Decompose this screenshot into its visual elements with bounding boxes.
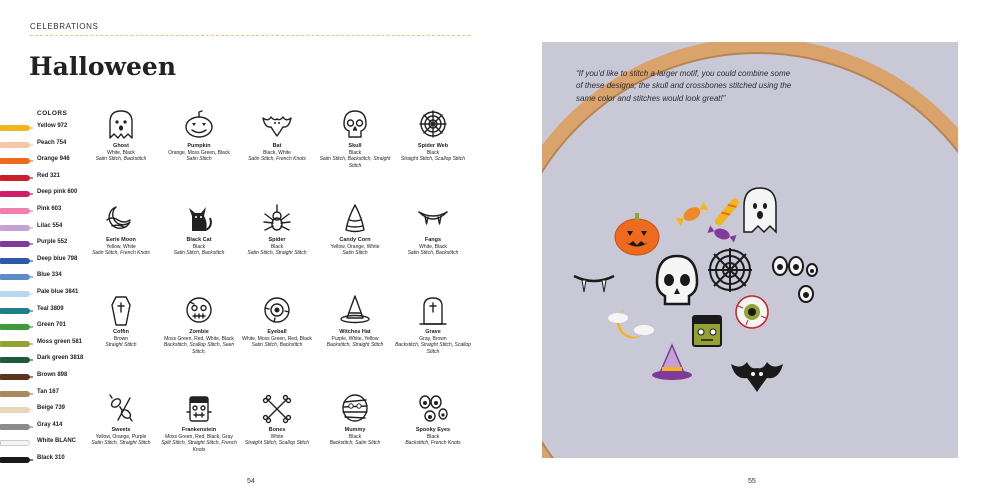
motif-sweets <box>82 392 160 447</box>
color-name: Brown 898 <box>37 372 68 378</box>
motif-colors: Orange, Moss Green, Black <box>168 149 230 156</box>
motif-name: Candy Corn <box>339 237 371 243</box>
motif-ghost <box>82 108 160 163</box>
motif-grave <box>394 294 472 355</box>
motif-stitches: Satin Stitch, French Knots <box>248 156 306 163</box>
cat-icon <box>182 202 216 234</box>
color-key-item <box>0 371 100 383</box>
motif-colors: Yellow, Orange, White <box>330 243 380 250</box>
motif-colors: White, Moss Green, Red, Black <box>242 335 312 342</box>
motif-eyeball <box>238 294 316 349</box>
frankenstein-icon <box>182 392 216 424</box>
thread-swatch-icon <box>0 324 30 330</box>
motif-stitches: Satin Stitch <box>342 250 368 257</box>
color-key-item <box>0 271 100 283</box>
stitched-ghost <box>744 188 776 232</box>
sweets-icon <box>104 392 138 424</box>
thread-swatch-icon <box>0 357 30 363</box>
color-name: Green 701 <box>37 322 67 329</box>
thread-swatch-icon <box>0 191 30 197</box>
motif-name: Pumpkin <box>187 143 211 149</box>
color-name: Moss green 581 <box>37 338 83 345</box>
motif-stitches: Satin Stitch, Backstitch, Straight Stitch <box>319 156 391 169</box>
motif-colors: White, Black <box>107 149 135 156</box>
color-name: Beige 739 <box>37 405 66 412</box>
motif-colors: Black, White <box>263 149 291 156</box>
color-name: Gray 414 <box>37 421 63 428</box>
page-number-right: 55 <box>748 478 756 485</box>
color-name: Deep pink 600 <box>37 189 78 196</box>
motif-colors: Black <box>348 433 362 440</box>
motif-name: Fangs <box>424 237 442 243</box>
color-name: Yellow 972 <box>37 123 68 129</box>
stitched-spider-web <box>708 248 752 292</box>
motif-name: Spider Web <box>417 143 449 149</box>
spooky-eyes-icon <box>416 392 450 424</box>
motif-name: Coffin <box>113 329 129 335</box>
motif-name: Eerie Moon <box>106 237 136 243</box>
thread-swatch-icon <box>0 457 30 463</box>
color-name: Pink 603 <box>37 206 62 212</box>
motif-stitches: Straight Stitch, Scallop Stitch <box>400 156 466 163</box>
motif-colors: Black <box>192 243 206 250</box>
motif-stitches: Satin Stitch <box>186 156 212 163</box>
motif-stitches: Backstitch, Straight Stitch, Scallop Stitch <box>395 342 471 355</box>
motif-coffin <box>82 294 160 349</box>
color-name: Pale blue 3841 <box>37 289 79 295</box>
color-name: Deep blue 798 <box>37 255 78 262</box>
motif-name: Witches Hat <box>339 329 371 335</box>
spider-web-icon <box>416 108 450 140</box>
motif-stitches: Satin Stitch, Backstitch <box>251 342 303 349</box>
motif-name: Bat <box>272 143 282 149</box>
motif-name: Grave <box>425 329 441 335</box>
motif-colors: Black <box>426 149 440 156</box>
section-label: CELEBRATIONS <box>30 22 99 31</box>
thread-swatch-icon <box>0 225 30 231</box>
motif-stitches: Satin Stitch, Straight Stitch <box>91 440 151 447</box>
motif-name: Spooky Eyes <box>415 427 451 433</box>
spider-icon <box>260 202 294 234</box>
motif-zombie <box>160 294 238 355</box>
color-key-item <box>0 454 100 466</box>
candy-corn-icon <box>338 202 372 234</box>
motif-colors: Black <box>426 433 440 440</box>
colors-heading: COLORS <box>37 110 68 117</box>
thread-swatch-icon <box>0 142 30 148</box>
motif-witches-hat <box>316 294 394 349</box>
motif-stitches: Straight Stitch, Scallop Stitch <box>244 440 310 447</box>
color-name: Black 310 <box>37 455 65 461</box>
color-key-item <box>0 172 100 184</box>
motif-stitches: Backstitch, Straight Stitch <box>326 342 384 349</box>
motif-stitches: Straight Stitch <box>105 342 137 349</box>
color-key-item <box>0 188 100 200</box>
motif-colors: White <box>270 433 284 440</box>
motif-stitches: Satin Stitch, Backstitch <box>173 250 225 257</box>
stitched-eyeball <box>736 296 768 328</box>
color-name: Blue 334 <box>37 272 62 279</box>
motif-bones <box>238 392 316 447</box>
thread-swatch-icon <box>0 175 30 181</box>
fangs-icon <box>416 202 450 234</box>
thread-swatch-icon <box>0 341 30 347</box>
ghost-icon <box>104 108 138 140</box>
mummy-icon <box>338 392 372 424</box>
motif-name: Skull <box>348 143 362 149</box>
color-name: Lilac 554 <box>37 222 63 229</box>
thread-swatch-icon <box>0 308 30 314</box>
motif-name: Zombie <box>189 329 209 335</box>
bones-icon <box>260 392 294 424</box>
motif-black-cat <box>160 202 238 257</box>
color-name: Purple 552 <box>37 239 68 246</box>
section-divider <box>30 35 470 36</box>
color-name: Peach 754 <box>37 139 67 146</box>
thread-swatch-icon <box>0 208 30 214</box>
thread-swatch-icon <box>0 258 30 264</box>
thread-swatch-icon <box>0 407 30 413</box>
motif-stitches: Split Stitch, Straight Stitch, French Knots <box>161 440 237 453</box>
motif-colors: Purple, White, Yellow <box>331 335 379 342</box>
stitched-frankenstein <box>693 316 721 346</box>
color-name: Dark green 3818 <box>37 355 84 362</box>
motif-colors: Moss Green, Red, White, Black <box>164 335 234 342</box>
motif-name: Black Cat <box>186 237 212 243</box>
motif-spider <box>238 202 316 257</box>
coffin-icon <box>104 294 138 326</box>
thread-swatch-icon <box>0 440 30 446</box>
motif-stitches: Satin Stitch, French Knots <box>92 250 150 257</box>
motif-name: Bones <box>268 427 286 433</box>
motif-colors: Black <box>348 149 362 156</box>
color-name: Teal 3809 <box>37 305 64 312</box>
motif-stitches: Backstitch, French Knots <box>405 440 461 447</box>
color-name: White BLANC <box>37 438 76 445</box>
motif-name: Eyeball <box>267 329 287 335</box>
thread-swatch-icon <box>0 158 30 164</box>
thread-swatch-icon <box>0 125 30 131</box>
motif-eerie-moon <box>82 202 160 257</box>
pumpkin-icon <box>182 108 216 140</box>
color-name: Red 321 <box>37 172 61 179</box>
motif-stitches: Backstitch, Satin Stitch <box>329 440 381 447</box>
skull-icon <box>338 108 372 140</box>
color-key-item <box>0 354 100 366</box>
thread-swatch-icon <box>0 241 30 247</box>
motif-name: Sweets <box>111 427 131 433</box>
motif-name: Ghost <box>113 143 129 149</box>
bat-icon <box>260 108 294 140</box>
page-title: Halloween <box>29 52 176 81</box>
motif-fangs <box>394 202 472 257</box>
motif-skull <box>316 108 394 169</box>
thread-swatch-icon <box>0 391 30 397</box>
eyeball-icon <box>260 294 294 326</box>
motif-spider-web <box>394 108 472 163</box>
motif-stitches: Satin Stitch, Straight Stitch <box>247 250 307 257</box>
thread-swatch-icon <box>0 424 30 430</box>
motif-colors: Gray, Brown <box>419 335 447 342</box>
motif-colors: Moss Green, Red, Black, Gray <box>165 433 233 440</box>
motif-colors: Black <box>270 243 284 250</box>
grave-icon <box>416 294 450 326</box>
motif-frankenstein <box>160 392 238 453</box>
motif-pumpkin <box>160 108 238 163</box>
motif-colors: White, Black <box>419 243 447 250</box>
quote-text: “If you'd like to stitch a larger motif, you could combine some of these designs; the skull and crossbones stitched using the same color and stitches would look great!” <box>576 69 792 103</box>
motif-colors: Yellow, White <box>106 243 136 250</box>
color-name: Orange 946 <box>37 156 70 163</box>
motif-stitches: Satin Stitch, Backstitch <box>407 250 459 257</box>
color-name: Tan 167 <box>37 388 59 395</box>
motif-colors: Brown <box>113 335 129 342</box>
motif-mummy <box>316 392 394 447</box>
motif-name: Spider <box>268 237 286 243</box>
zombie-icon <box>182 294 216 326</box>
thread-swatch-icon <box>0 374 30 380</box>
motif-name: Frankenstein <box>181 427 217 433</box>
motif-bat <box>238 108 316 163</box>
thread-swatch-icon <box>0 291 30 297</box>
witch-hat-icon <box>338 294 372 326</box>
motif-spooky-eyes <box>394 392 472 447</box>
thread-swatch-icon <box>0 274 30 280</box>
motif-stitches: Backstitch, Scallop Stitch, Seen Stitch, <box>163 342 235 355</box>
motif-candy-corn <box>316 202 394 257</box>
page-number-left: 54 <box>247 478 255 485</box>
motif-stitches: Satin Stitch, Backstitch <box>95 156 147 163</box>
moon-icon <box>104 202 138 234</box>
motif-colors: Yellow, Orange, Purple <box>95 433 147 440</box>
motif-name: Mummy <box>344 427 366 433</box>
